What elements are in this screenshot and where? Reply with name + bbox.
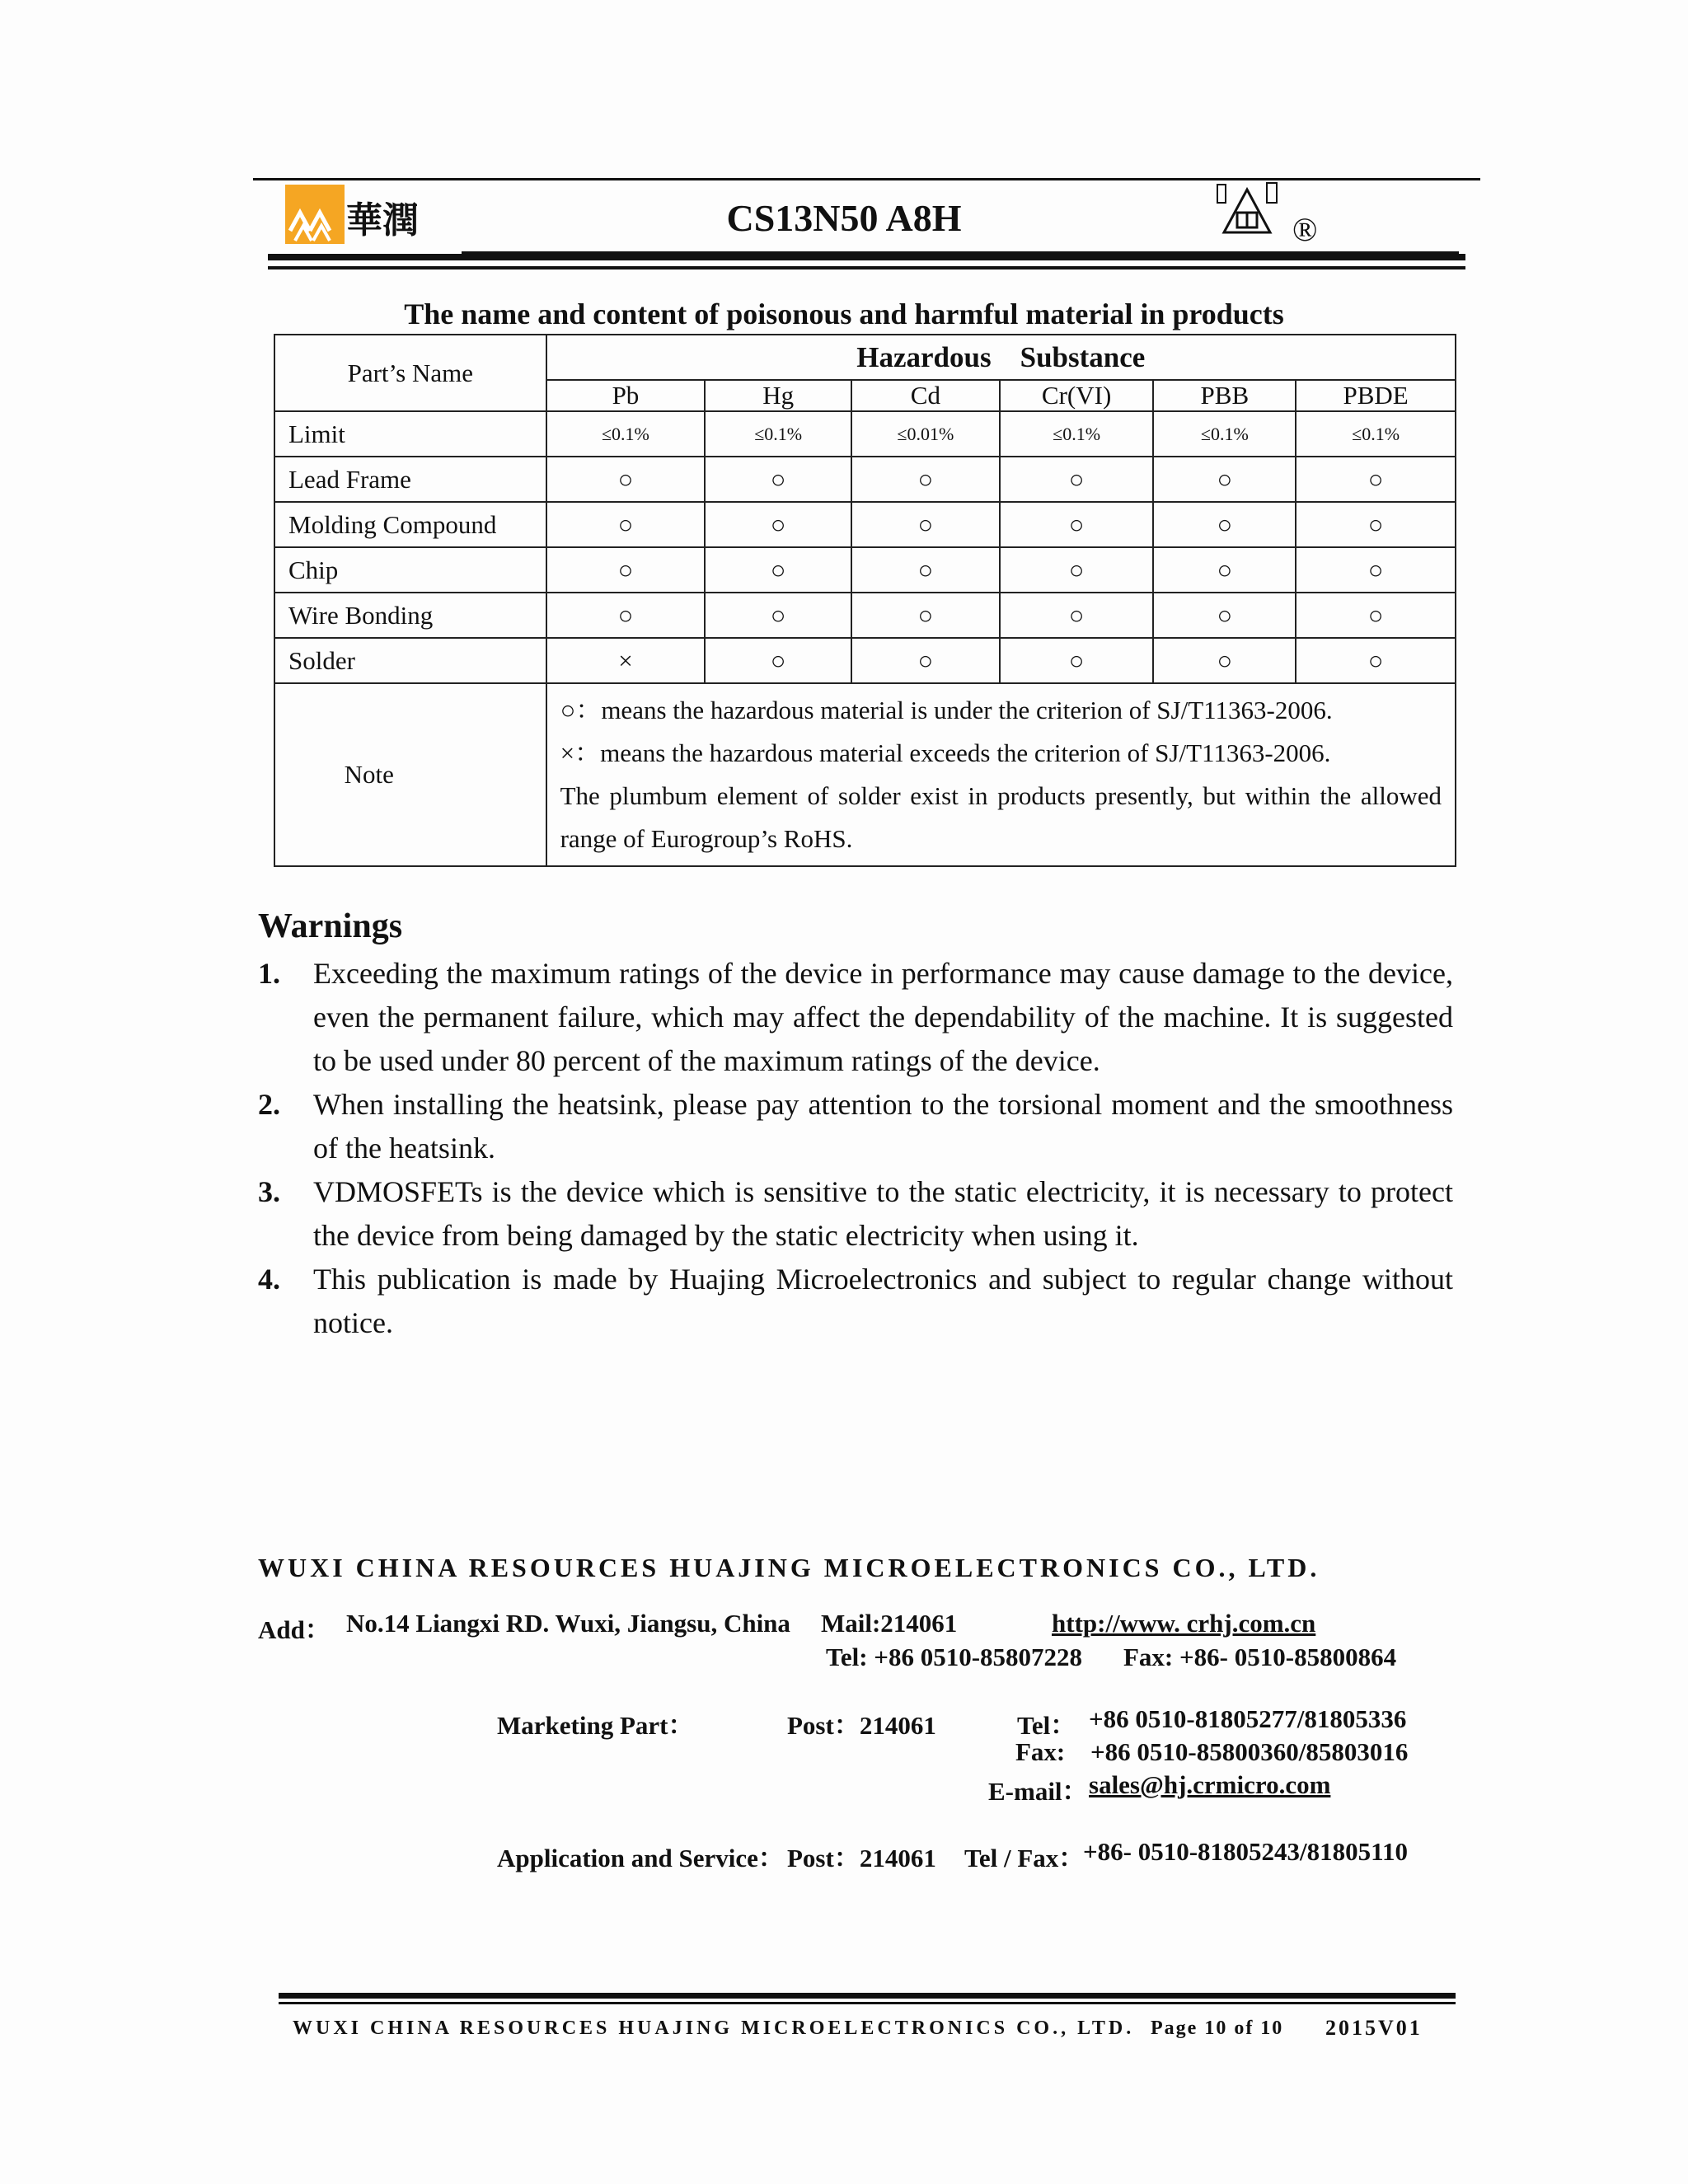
table-cell: ○: [1296, 547, 1456, 593]
table-cell: ○: [1000, 547, 1154, 593]
limit-cell: ≤0.1%: [705, 411, 851, 457]
column-header: PBDE: [1296, 380, 1456, 411]
column-header: Cd: [851, 380, 1000, 411]
warning-item: [258, 952, 1453, 1083]
table-cell: ○: [1153, 502, 1296, 547]
document-title: CS13N50 A8H: [726, 197, 962, 239]
company-name: WUXI CHINA RESOURCES HUAJING MICROELECTRONICS CO., LTD.: [258, 1553, 1320, 1582]
column-header: Hg: [705, 380, 851, 411]
note-cell: [546, 683, 1456, 866]
table-cell: ×: [546, 638, 706, 683]
warnings-heading: Warnings: [258, 907, 403, 945]
marketing-tel-label: Tel：: [1017, 1711, 1076, 1740]
table-cell: ○: [1153, 457, 1296, 502]
table-row: [274, 457, 1456, 502]
table-cell: ○: [1153, 638, 1296, 683]
company-fax: Fax: +86- 0510-85800864: [1123, 1643, 1397, 1671]
table-cell: ○: [1000, 593, 1154, 638]
table-cell: ○: [1296, 502, 1456, 547]
limit-cell: ≤0.1%: [546, 411, 706, 457]
table-cell: ○: [1000, 457, 1154, 502]
footer-thick-rule: [279, 1993, 1456, 1999]
row-label: Solder: [274, 638, 546, 683]
service-telfax-label: Tel / Fax：: [964, 1844, 1085, 1872]
table-cell: ○: [705, 638, 851, 683]
marketing-fax: +86 0510-85800360/85803016: [1090, 1737, 1409, 1766]
table-cell: ○: [1153, 547, 1296, 593]
mail-code: Mail:214061: [821, 1609, 958, 1638]
note-line: ×：means the hazardous material exceeds the criterion of SJ/T11363-2006.: [560, 738, 1331, 767]
table-cell: ○: [705, 502, 851, 547]
table-cell: ○: [705, 547, 851, 593]
page-number: Page 10 of 10: [1151, 2018, 1284, 2039]
warning-number: 2.: [258, 1088, 280, 1121]
marketing-fax-label: Fax:: [1015, 1737, 1066, 1766]
warning-text: VDMOSFETs is the device which is sensitive to the static electricity, it is necessary to protect the device from being damaged by the static electricity when using it.: [313, 1175, 1453, 1252]
column-header: PBB: [1153, 380, 1296, 411]
table-title: The name and content of poisonous and harmful material in products: [404, 298, 1284, 330]
table-row: [274, 502, 1456, 547]
row-label: Chip: [274, 547, 546, 593]
table-cell: ○: [546, 593, 706, 638]
row-label: Limit: [274, 411, 546, 457]
header-top-rule: [253, 178, 1480, 180]
warning-text: This publication is made by Huajing Microelectronics and subject to regular change without notice.: [313, 1263, 1453, 1339]
table-cell: ○: [1296, 638, 1456, 683]
marketing-email-link[interactable]: sales@hj.crmicro.com: [1089, 1770, 1331, 1799]
address-label: Add：: [258, 1615, 331, 1644]
limit-cell: ≤0.01%: [851, 411, 1000, 457]
table-cell: ○: [1153, 593, 1296, 638]
hazardous-substance-header: Hazardous Substance: [546, 335, 1456, 380]
table-cell: ○: [1000, 502, 1154, 547]
table-cell: ○: [851, 638, 1000, 683]
warning-text: When installing the heatsink, please pay attention to the torsional moment and the smoothness of the heatsink.: [313, 1088, 1453, 1165]
table-cell: ○: [851, 502, 1000, 547]
warning-number: 4.: [258, 1263, 280, 1296]
certification-mark-icon: [1216, 181, 1282, 239]
table-cell: ○: [851, 593, 1000, 638]
website-link[interactable]: http://www. crhj.com.cn: [1052, 1609, 1316, 1638]
warning-number: 1.: [258, 957, 280, 990]
table-row: [274, 593, 1456, 638]
limit-cell: ≤0.1%: [1000, 411, 1154, 457]
table-cell: ○: [1296, 593, 1456, 638]
row-label: Lead Frame: [274, 457, 546, 502]
service-telfax: +86- 0510-81805243/81805110: [1083, 1837, 1408, 1866]
row-label: Wire Bonding: [274, 593, 546, 638]
warning-text: Exceeding the maximum ratings of the device in performance may cause damage to the device, even the permanent failure, which may affect the dependability of the machine. It is suggested to be used under 80 percent of the maximum ratings of the device.: [313, 957, 1453, 1077]
note-row: [274, 683, 1456, 866]
limit-cell: ≤0.1%: [1296, 411, 1456, 457]
svg-text:華潤: 華潤: [346, 199, 417, 241]
marketing-label: Marketing Part：: [497, 1711, 694, 1740]
warning-number: 3.: [258, 1175, 280, 1208]
document-version: 2015V01: [1325, 2016, 1423, 2040]
limit-cell: ≤0.1%: [1153, 411, 1296, 457]
table-cell: ○: [705, 457, 851, 502]
note-line: ○：means the hazardous material is under the criterion of SJ/T11363-2006.: [560, 696, 1333, 724]
service-post: Post：214061: [787, 1844, 936, 1872]
table-cell: ○: [705, 593, 851, 638]
footer-thin-rule: [279, 2002, 1456, 2004]
row-label: Molding Compound: [274, 502, 546, 547]
part-name-header: Part’s Name: [274, 335, 546, 411]
company-tel: Tel: +86 0510-85807228: [826, 1643, 1083, 1671]
note-label: Note: [274, 683, 546, 866]
note-line: The plumbum element of solder exist in products presently, but within the allowed range of Eurogroup’s RoHS.: [560, 781, 1442, 853]
address: No.14 Liangxi RD. Wuxi, Jiangsu, China: [346, 1609, 790, 1638]
table-cell: ○: [546, 547, 706, 593]
table-cell: ○: [1000, 638, 1154, 683]
header-thick-rule: [268, 254, 1465, 260]
table-cell: ○: [851, 457, 1000, 502]
footer-company: WUXI CHINA RESOURCES HUAJING MICROELECTRONICS CO., LTD.: [293, 2018, 1135, 2039]
column-header: Cr(VI): [1000, 380, 1154, 411]
table-cell: ○: [851, 547, 1000, 593]
header-thin-rule: [268, 266, 1465, 269]
table-cell: ○: [546, 457, 706, 502]
column-header: Pb: [546, 380, 706, 411]
table-row: [274, 411, 1456, 457]
table-row: [274, 547, 1456, 593]
table-row: [274, 638, 1456, 683]
table-cell: ○: [546, 502, 706, 547]
hazardous-substance-table: [274, 334, 1456, 867]
marketing-email-label: E-mail：: [988, 1777, 1088, 1806]
marketing-post: Post：214061: [787, 1711, 936, 1740]
service-label: Application and Service：: [497, 1844, 784, 1872]
marketing-tel: +86 0510-81805277/81805336: [1089, 1704, 1407, 1733]
table-cell: ○: [1296, 457, 1456, 502]
warning-item: [258, 1083, 1453, 1170]
warning-item: [258, 1258, 1453, 1345]
warning-item: [258, 1170, 1453, 1258]
registered-mark: ®: [1292, 211, 1318, 248]
